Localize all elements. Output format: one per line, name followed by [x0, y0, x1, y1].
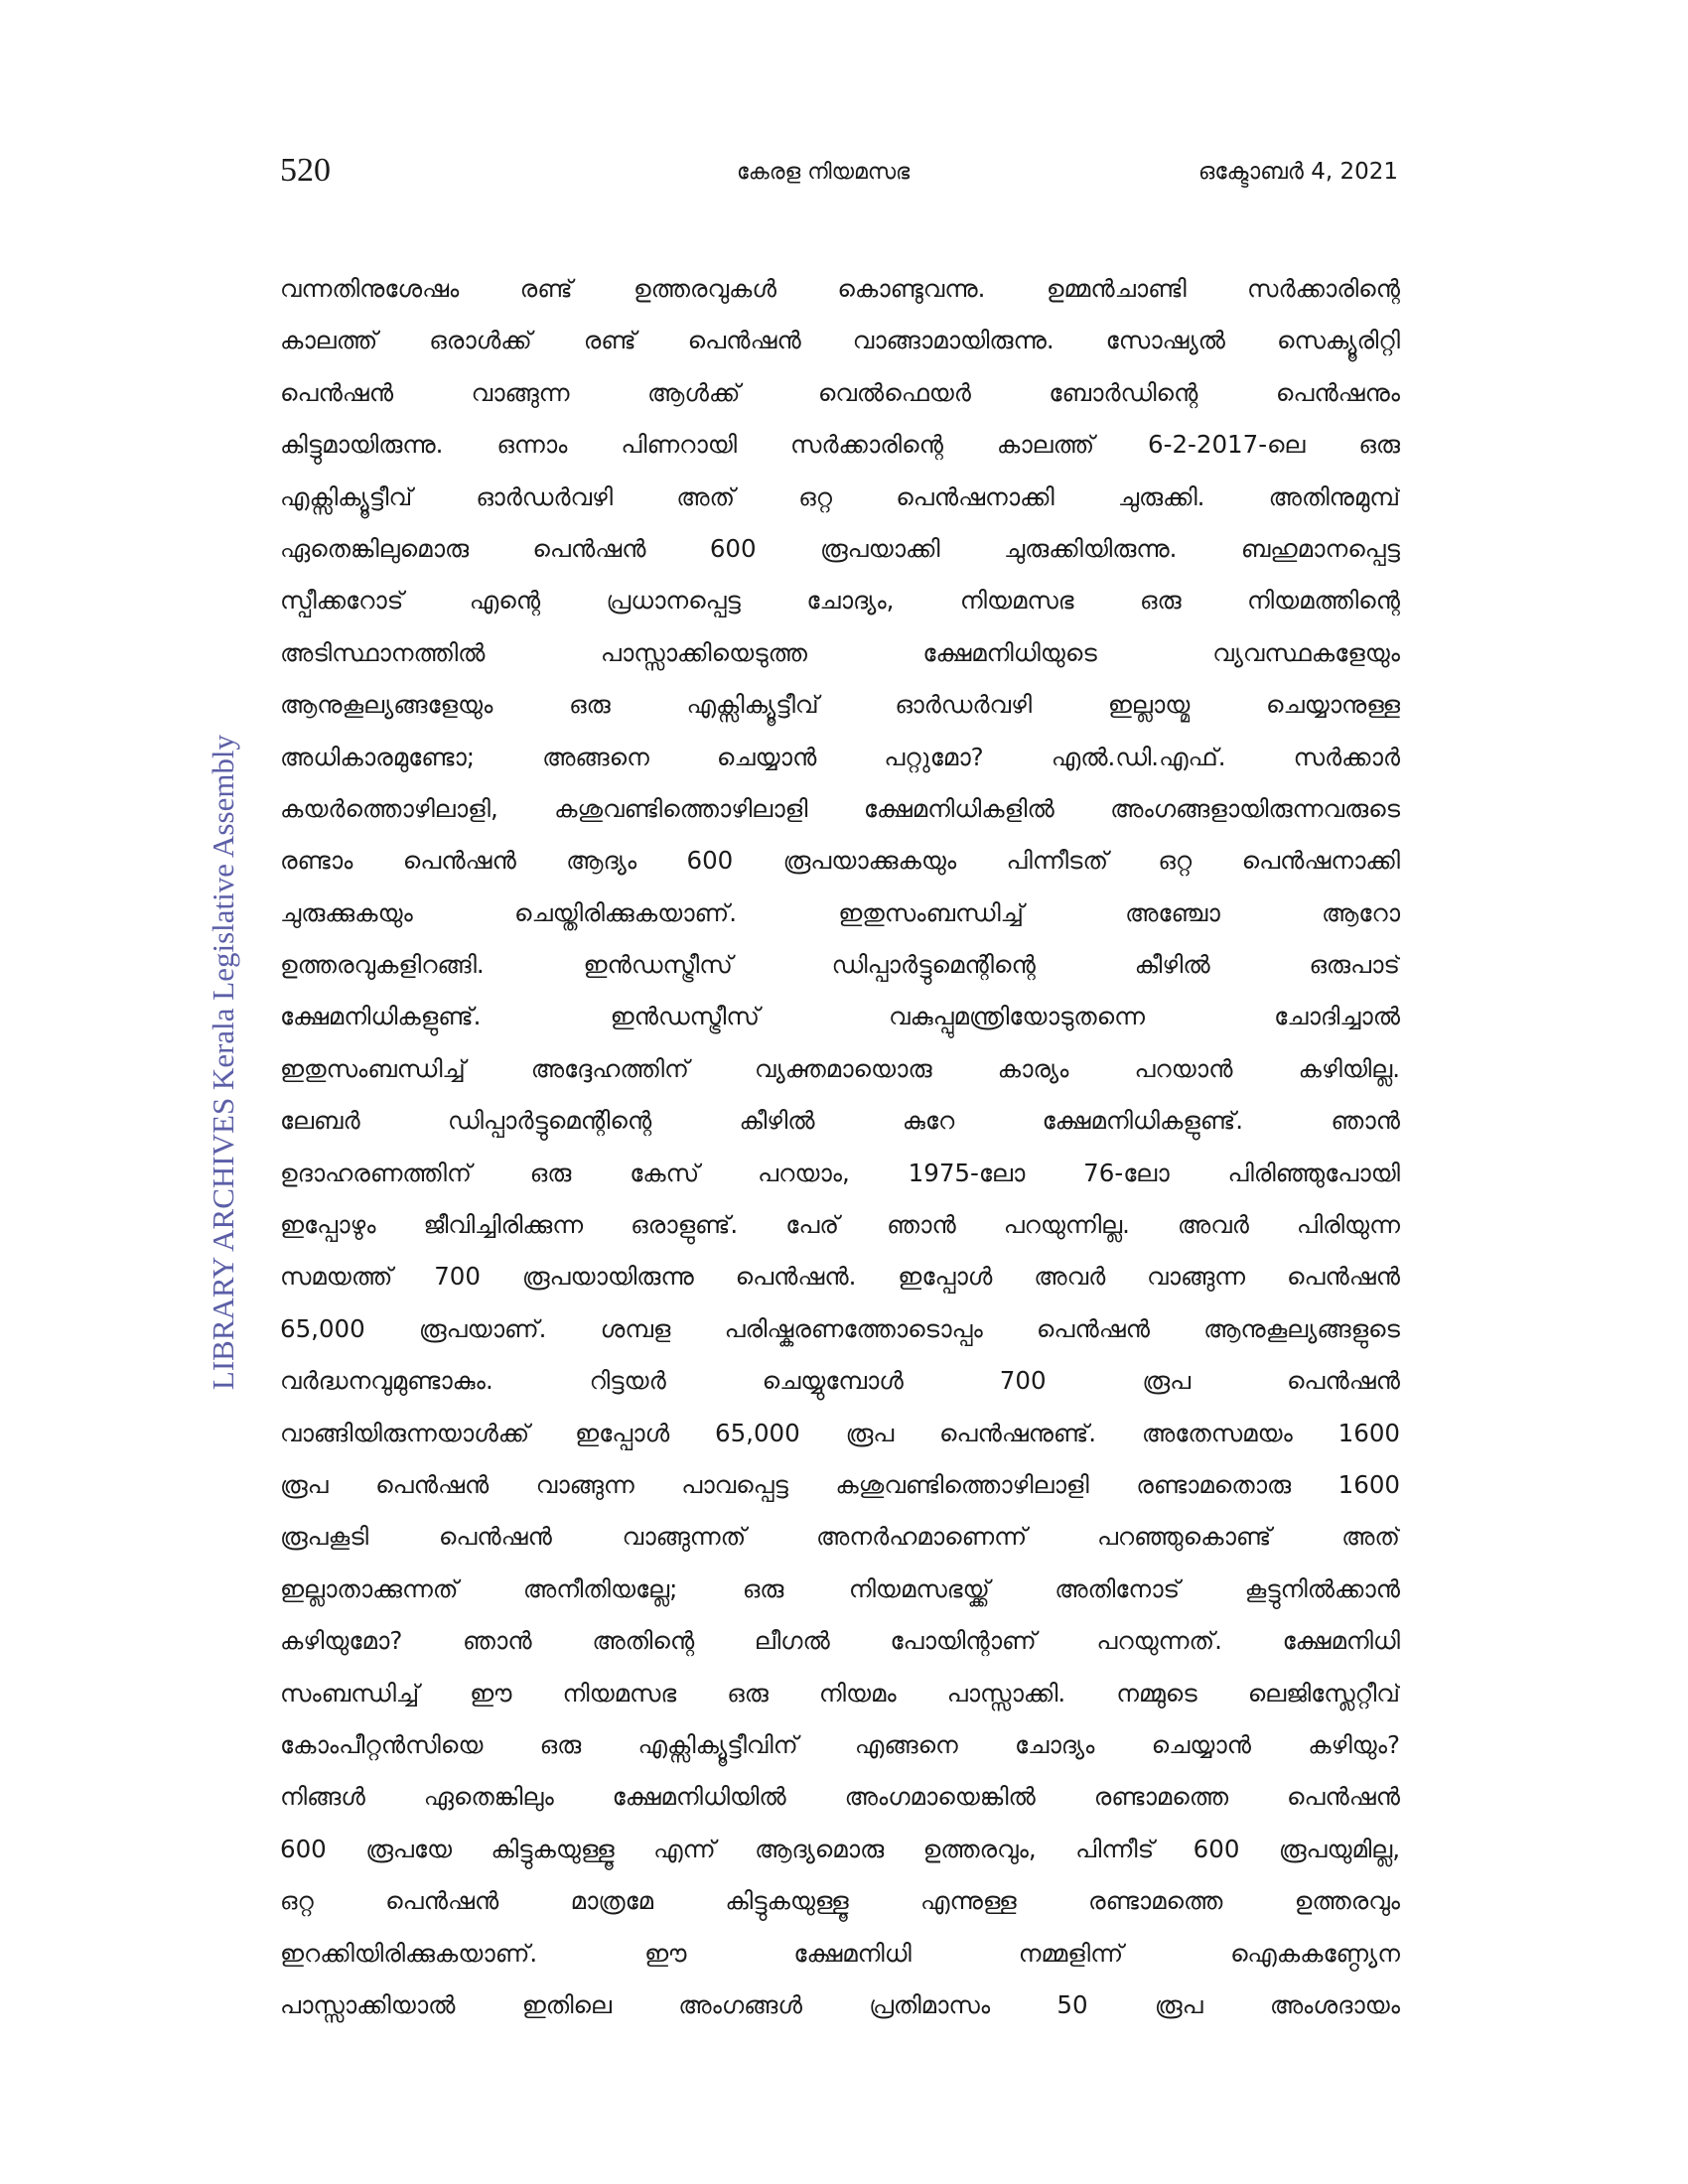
body-text	[280, 263, 1400, 2031]
text-line: സ്പീക്കറോട് എന്റെ പ്രധാനപ്പെട്ട ചോദ്യം, നിയമസഭ ഒരു നിയമത്തിന്റെ	[280, 586, 1400, 615]
running-head-title: കേരള നിയമസഭ	[737, 160, 911, 185]
text-line: അടിസ്ഥാനത്തിൽ പാസ്സാക്കിയെടുത്ത ക്ഷേമനിധിയുടെ വ്യവസ്ഥകളേയും	[280, 637, 1400, 667]
text-line: രൂപകൂടി പെൻഷൻ വാങ്ങുന്നത് അനർഹമാണെന്ന് പറഞ്ഞുകൊണ്ട് അത്	[280, 1522, 1400, 1552]
text-line: 65,000 രൂപയാണ്. ശമ്പള പരിഷ്കരണത്തോടൊപ്പം പെൻഷൻ ആനുകൂല്യങ്ങളുടെ	[280, 1313, 1400, 1343]
text-line: ആനുകൂല്യങ്ങളേയും ഒരു എക്സിക്യൂട്ടീവ് ഓർഡർവഴി ഇല്ലായ്മ ചെയ്യാനുള്ള	[280, 690, 1400, 720]
text-line: 600 രൂപയേ കിട്ടുകയുള്ളൂ എന്ന് ആദ്യമൊരു ഉത്തരവും, പിന്നീട് 600 രൂപയുമില്ല,	[280, 1834, 1400, 1863]
text-line: സംബന്ധിച്ച് ഈ നിയമസഭ ഒരു നിയമം പാസ്സാക്കി. നമ്മുടെ ലെജിസ്ലേറ്റീവ്	[280, 1678, 1400, 1707]
text-line: രണ്ടാം പെൻഷൻ ആദ്യം 600 രൂപയാക്കുകയും പിന്നീടത് ഒറ്റ പെൻഷനാക്കി	[280, 846, 1400, 876]
text-line: വന്നതിനുശേഷം രണ്ട് ഉത്തരവുകൾ കൊണ്ടുവന്നു. ഉമ്മൻചാണ്ടി സർക്കാരിന്റെ	[280, 274, 1400, 303]
page-header	[280, 149, 1398, 199]
text-line: പാസ്സാക്കിയാൽ ഇതിലെ അംഗങ്ങൾ പ്രതിമാസം 50 രൂപ അംശദായം	[280, 1989, 1400, 2019]
text-line: ഒറ്റ പെൻഷൻ മാത്രമേ കിട്ടുകയുള്ളൂ എന്നുള്ള രണ്ടാമത്തെ ഉത്തരവും	[280, 1886, 1400, 1916]
text-line: അധികാരമുണ്ടോ; അങ്ങനെ ചെയ്യാൻ പറ്റുമോ? എൽ.ഡി.എഫ്. സർക്കാർ	[280, 742, 1400, 771]
text-line: സമയത്ത് 700 രൂപയായിരുന്നു പെൻഷൻ. ഇപ്പോൾ അവർ വാങ്ങുന്ന പെൻഷൻ	[280, 1262, 1400, 1292]
text-line: ക്ഷേമനിധികളുണ്ട്. ഇൻഡസ്ട്രീസ് വകുപ്പുമന്ത്രിയോടുതന്നെ ചോദിച്ചാൽ	[280, 1002, 1400, 1031]
text-line: ഉത്തരവുകളിറങ്ങി. ഇൻഡസ്ട്രീസ് ഡിപ്പാർട്ടുമെന്റിന്റെ കീഴിൽ ഒരുപാട്	[280, 950, 1400, 980]
text-line: കാലത്ത് ഒരാൾക്ക് രണ്ട് പെൻഷൻ വാങ്ങാമായിരുന്നു. സോഷ്യൽ സെക്യൂരിറ്റി	[280, 326, 1400, 355]
text-line: ചുരുക്കുകയും ചെയ്തിരിക്കുകയാണ്. ഇതുസംബന്ധിച്ച് അഞ്ചോ ആറോ	[280, 897, 1400, 927]
text-line: ഇപ്പോഴും ജീവിച്ചിരിക്കുന്ന ഒരാളുണ്ട്. പേര് ഞാൻ പറയുന്നില്ല. അവർ പിരിയുന്ന	[280, 1210, 1400, 1240]
text-line: രൂപ പെൻഷൻ വാങ്ങുന്ന പാവപ്പെട്ട കശുവണ്ടിത്തൊഴിലാളി രണ്ടാമതൊരു 1600	[280, 1469, 1400, 1499]
text-line: കിട്ടുമായിരുന്നു. ഒന്നാം പിണറായി സർക്കാരിന്റെ കാലത്ത് 6-2-2017-ലെ ഒരു	[280, 430, 1400, 460]
text-line: ഇല്ലാതാക്കുന്നത് അനീതിയല്ലേ; ഒരു നിയമസഭയ്ക്ക് അതിനോട് കൂട്ടുനിൽക്കാൻ	[280, 1573, 1400, 1603]
text-line: ഉദാഹരണത്തിന് ഒരു കേസ് പറയാം, 1975-ലോ 76-ലോ പിരിഞ്ഞുപോയി	[280, 1158, 1400, 1187]
page-number: 520	[280, 152, 331, 189]
text-line: എക്സിക്യൂട്ടീവ് ഓർഡർവഴി അത് ഒറ്റ പെൻഷനാക്കി ചുരുക്കി. അതിനുമുമ്പ്	[280, 481, 1400, 511]
text-line: വർദ്ധനവുമുണ്ടാകും. റിട്ടയർ ചെയ്യുമ്പോൾ 700 രൂപ പെൻഷൻ	[280, 1366, 1400, 1396]
text-line: ഇതുസംബന്ധിച്ച് അദ്ദേഹത്തിന് വ്യക്തമായൊരു കാര്യം പറയാൻ കഴിയില്ല.	[280, 1053, 1400, 1083]
text-line: ഇറക്കിയിരിക്കുകയാണ്. ഈ ക്ഷേമനിധി നമ്മളിന്ന് ഐകകണ്ഠ്യേന	[280, 1938, 1400, 1968]
text-line: കയർത്തൊഴിലാളി, കശുവണ്ടിത്തൊഴിലാളി ക്ഷേമനിധികളിൽ അംഗങ്ങളായിരുന്നവരുടെ	[280, 793, 1400, 823]
text-line: പെൻഷൻ വാങ്ങുന്ന ആൾക്ക് വെൽഫെയർ ബോർഡിന്റെ പെൻഷനും	[280, 377, 1400, 407]
text-line: ഏതെങ്കിലുമൊരു പെൻഷൻ 600 രൂപയാക്കി ചുരുക്കിയിരുന്നു. ബഹുമാനപ്പെട്ട	[280, 533, 1400, 563]
text-line: കഴിയുമോ? ഞാൻ അതിന്റെ ലീഗൽ പോയിന്റാണ് പറയുന്നത്. ക്ഷേമനിധി	[280, 1626, 1400, 1656]
archive-watermark: LIBRARY ARCHIVES Kerala Legislative Assembly	[206, 734, 240, 1391]
text-line: കോംപീറ്റൻസിയെ ഒരു എക്സിക്യൂട്ടീവിന് എങ്ങനെ ചോദ്യം ചെയ്യാൻ കഴിയും?	[280, 1729, 1400, 1759]
text-line: നിങ്ങൾ ഏതെങ്കിലും ക്ഷേമനിധിയിൽ അംഗമായെങ്കിൽ രണ്ടാമത്തെ പെൻഷൻ	[280, 1782, 1400, 1812]
text-line: വാങ്ങിയിരുന്നയാൾക്ക് ഇപ്പോൾ 65,000 രൂപ പെൻഷനുണ്ട്. അതേസമയം 1600	[280, 1418, 1400, 1447]
text-line: ലേബർ ഡിപ്പാർട്ടുമെന്റിന്റെ കീഴിൽ കുറേ ക്ഷേമനിധികളുണ്ട്. ഞാൻ	[280, 1106, 1400, 1136]
header-date: ഒക്ടോബർ 4, 2021	[1197, 159, 1398, 185]
